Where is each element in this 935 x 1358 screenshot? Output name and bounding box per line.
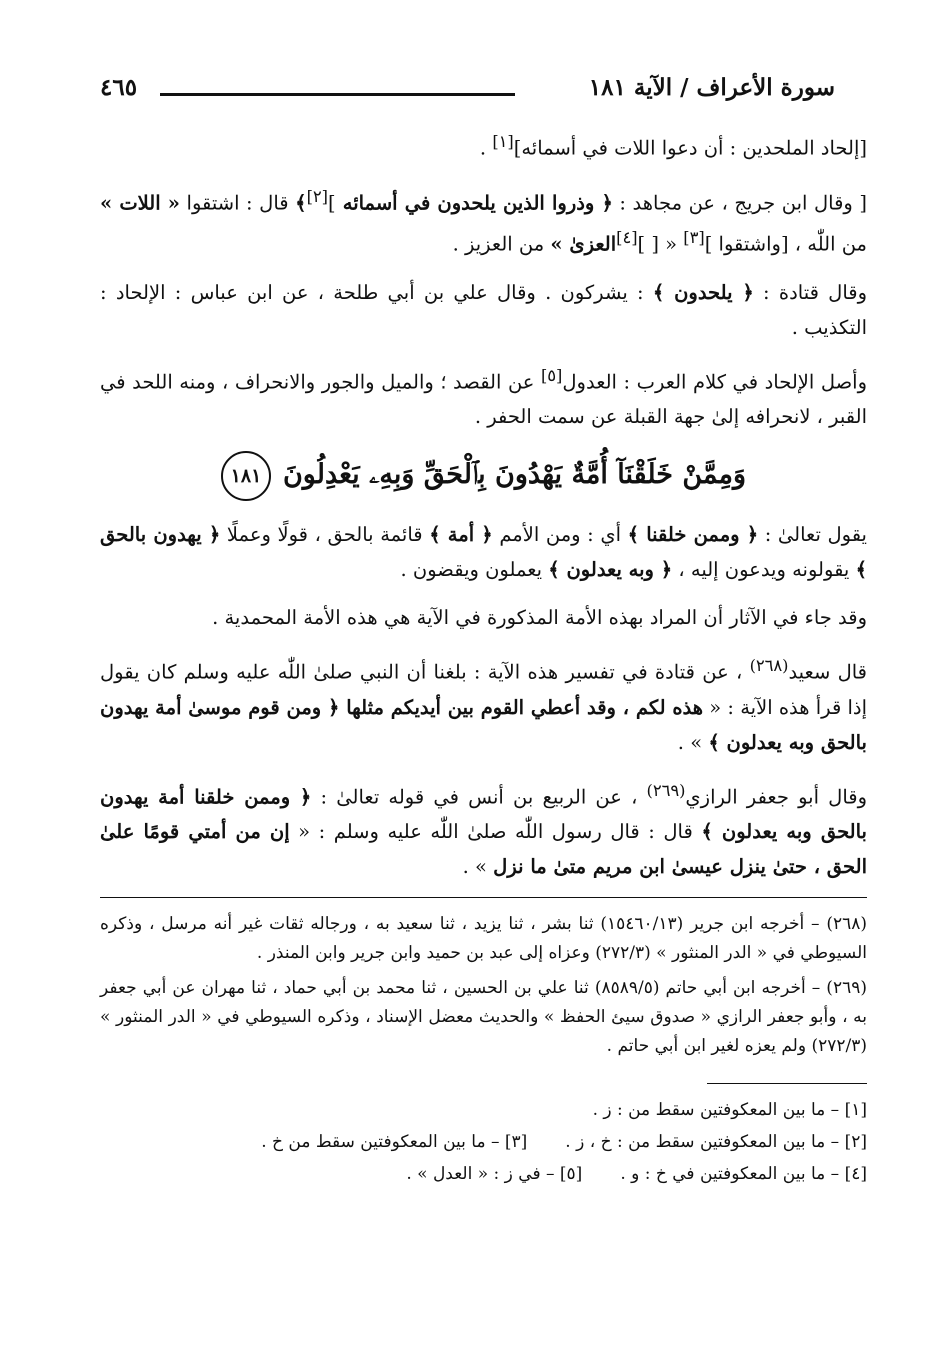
manuscript-note: [٤] – ما بين المعكوفتين في خ : و . [620,1164,867,1184]
notes-line [100,1126,867,1158]
manuscript-note: [٢] – ما بين المعكوفتين سقط من : خ ، ز . [565,1132,867,1152]
text-span: : يشركون . وقال علي بن أبي طلحة ، عن ابن عباس : الإلحاد : التكذيب . [100,280,867,339]
text-span: يقولونه ويدعون إليه ، [672,558,856,581]
main-text [100,124,867,1190]
paragraph-tafsir [100,517,867,587]
quran-quote: ﴿ يهدون بالحق ﴾ [100,523,867,581]
manuscript-note: [١] – ما بين المعكوفتين سقط من : ز . [592,1100,867,1120]
paragraph-said [100,648,867,760]
text-span: وقد جاء في الآثار أن المراد بهذه الأمة المذكورة في الآية هي هذه الأمة المحمدية . [212,606,867,629]
paragraph-ibn-jurayj [100,179,867,262]
notes-line [100,1158,867,1190]
notes-line [100,1094,867,1126]
paragraph-qatada [100,275,867,345]
notes-divider [707,1083,867,1084]
text-span: يقول تعالىٰ : [758,523,867,546]
text-span: ، عن الربيع بن أنس في قوله تعالىٰ : [311,785,647,808]
paragraph-ilhad [100,124,867,166]
running-title: سورة الأعراف / الآية ١٨١ [588,74,835,101]
manuscript-note: [٥] – في ز : « العدل » . [406,1164,583,1184]
paragraph-athar [100,600,867,635]
text-span: يعملون ويقضون . [400,558,549,581]
text-span: وقال قتادة : [753,280,867,304]
paragraph-asl-ilhad [100,358,867,435]
text-span: من العزيز . [452,232,551,256]
quran-quote: ﴿ وذروا الذين يلحدون في أسمائه [335,191,613,214]
text-span: » . [677,730,709,754]
verse-text: وَمِمَّنْ خَلَقْنَآ أُمَّةٌ يَهْدُونَ بِٱلْحَقِّ وَبِهِۦ يَعْدِلُونَ [282,459,747,490]
footnote-ref: (٢٦٩) [646,780,686,800]
hadith-quote: إن من أمتي قومًا علىٰ الحق ، حتىٰ ينزل عيسىٰ ابن مريم متىٰ ما نزل [100,820,867,878]
footnote-divider [100,897,867,898]
text-span: وقال أبو جعفر الرازي [685,785,868,808]
manuscript-notes [100,1094,867,1190]
text-span: « [ ] [637,232,684,256]
manuscript-note: [٣] – ما بين المعكوفتين سقط من خ . [261,1132,528,1152]
text-span: ] [328,191,336,214]
page-header [100,74,835,114]
text-span: وأصل الإلحاد في كلام العرب : العدول [562,370,867,393]
text-span: قال سعيد [788,660,868,684]
quran-quote: ﴿ وممن خلقنا ﴾ [627,523,759,546]
note-mark: [٢] [306,186,328,206]
quran-verse [100,447,867,503]
footnote-269: (٢٦٩) – أخرجه ابن أبي حاتم (٨٥٨٩/٥) ثنا علي بن الحسين ، ثنا محمد بن أبي حماد ، ثنا مهران عن أبي جعفر به ، وأبو جعفر الرازي « صدوق سيئ الحفظ » والحديث معضل الإسناد ، وذكره السيوطي في « الدر المنثور » (٢٧٢/٣) ولم يعزه لغير ابن أبي حاتم . [100,978,867,1056]
paragraph-abu-jafar [100,773,867,885]
quran-quote: ﴿ أمة ﴾ [429,523,493,546]
text-span: » . [462,855,494,878]
text-span: قائمة بالحق ، قولًا وعملًا [220,523,430,546]
text-span: من اللّٰه ، [واشتقوا ] [704,232,867,256]
header-rule [160,93,515,96]
note-mark: [٤] [616,228,638,247]
note-mark: [٥] [540,365,563,385]
text-span: [إلحاد الملحدين : أن دعوا اللات في أسمائه] [513,136,867,160]
quran-quote: ﴿ وممن خلقنا أمة يهدون بالحق وبه يعدلون ﴾ [100,785,867,843]
text-span: [ وقال ابن جريج ، عن مجاهد : [612,191,867,214]
takhrij-footnotes [100,910,867,1061]
page-number: ٤٦٥ [100,74,138,101]
verse-number-medallion: ١٨١ [221,451,271,501]
text-span: عن القصد ؛ والميل والجور والانحراف ، ومنه اللحد في القبر ، لانحرافه إلىٰ جهة القبلة عن سمت الحفر . [100,370,867,428]
text-span: قال : اشتقوا [179,191,296,214]
note-mark: [١] [492,132,514,151]
text-span: أي : ومن الأمم [492,523,628,546]
footnote-268: (٢٦٨) – أخرجه ابن جرير (١٥٤٦٠/١٣) ثنا بشر ، ثنا يزيد ، ثنا سعيد به ، ورجاله ثقات غير أنه مرسل ، وذكره السيوطي في « الدر المنثور » (٢٧٢/٣) وعزاه إلى عبد بن حميد وابن جرير وابن المنذر . [100,914,867,963]
note-mark: [٣] [683,228,705,247]
quran-quote: ﴿ وبه يعدلون ﴾ [548,558,673,581]
quran-bracket: ﴾ [295,191,307,214]
quoted-word: « اللات » [100,191,180,214]
text-span: . [479,136,493,160]
hadith-quote: هذه لكم ، وقد أعطي القوم بين أيديكم مثلها ﴿ ومن قوم موسىٰ أمة يهدون بالحق وبه يعدلون ﴾ [100,695,867,754]
quran-quote: ﴿ يلحدون ﴾ [652,280,754,304]
footnote-ref: (٢٦٨) [749,656,789,675]
text-span: قال : قال رسول اللّٰه صلىٰ اللّٰه عليه وسلم : « [289,820,702,843]
text-span: ، عن قتادة في تفسير هذه الآية : بلغنا أن النبي صلىٰ اللّٰه عليه وسلم كان يقول إذا قرأ هذه الآية : « [100,660,867,719]
quoted-word: العزىٰ » [550,232,617,256]
